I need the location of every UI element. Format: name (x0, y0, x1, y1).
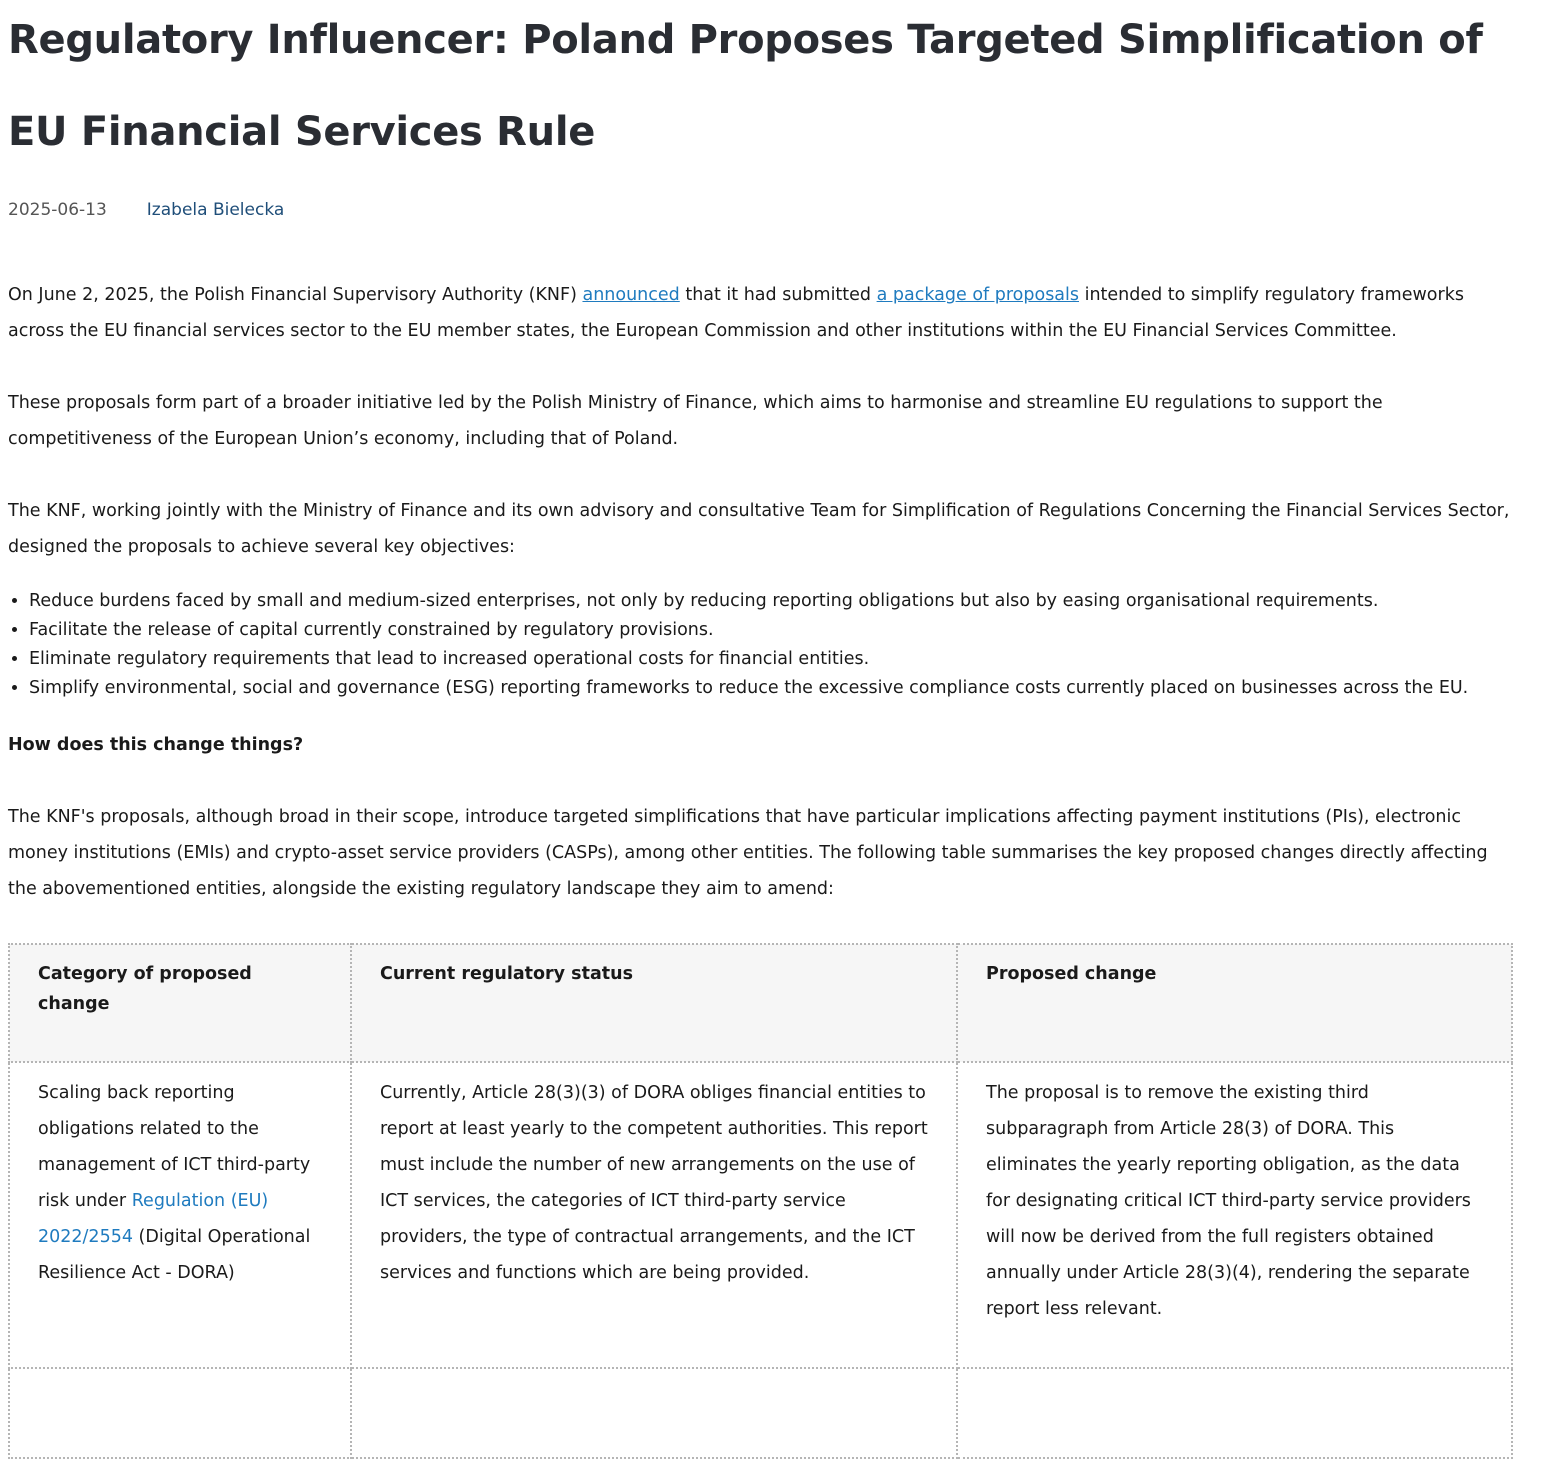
table-row (9, 1368, 1512, 1458)
header-category: Category of proposed change (9, 944, 351, 1062)
article-meta (8, 198, 1520, 222)
objectives-list (8, 587, 1520, 703)
article-title: Regulatory Influencer: Poland Proposes Targeted Simplification of EU Financial Services Rule (8, 17, 1483, 155)
intro-text-3: intended to simplify regulatory frameworks across the EU financial services sector to the EU member states, the European Commission and other institutions within the EU Financial Services Committee. (8, 285, 1464, 341)
category-text-1: Scaling back reporting obligations related to the management of ICT third-party risk under (38, 1083, 311, 1211)
cell-empty (957, 1368, 1512, 1458)
intro-paragraph (8, 277, 1520, 349)
package-of-proposals-link[interactable]: a package of proposals (876, 285, 1080, 305)
publish-date: 2025-06-13 (8, 200, 107, 220)
cell-empty (9, 1368, 351, 1458)
cell-empty (351, 1368, 957, 1458)
cell-category (9, 1062, 351, 1368)
table-intro-paragraph: The KNF's proposals, although broad in their scope, introduce targeted simplifications that have particular implications affecting payment institutions (PIs), electronic money institutions (EMIs) and crypto-asset service providers (CASPs), among other entities. The following table summarises the key proposed changes directly affecting the abovementioned entities, alongside the existing regulatory landscape they aim to amend: (8, 807, 1488, 899)
objectives-intro-paragraph: The KNF, working jointly with the Ministry of Finance and its own advisory and consultative Team for Simplification of Regulations Concerning the Financial Services Sector, designed the proposals to achieve several key objectives: (8, 501, 1510, 557)
list-item: • Simplify environmental, social and governance (ESG) reporting frameworks to reduce the excessive compliance costs currently placed on businesses across the EU. (29, 674, 1520, 703)
cell-proposed-change: The proposal is to remove the existing third subparagraph from Article 28(3) of DORA. This eliminates the yearly reporting obligation, as the data for designating critical ICT third-party service providers will now be derived from the full registers obtained annually under Article 28(3)(4), rendering the separate report less relevant. (957, 1062, 1512, 1368)
context-paragraph: These proposals form part of a broader initiative led by the Polish Ministry of Finance, which aims to harmonise and streamline EU regulations to support the competitiveness of the European Union’s economy, including that of Poland. (8, 393, 1383, 449)
list-item: • Facilitate the release of capital currently constrained by regulatory provisions. (29, 616, 1520, 645)
table-header-row (9, 944, 1512, 1062)
regulation-link[interactable]: Regulation (EU) 2022/2554 (38, 1191, 269, 1247)
list-item: • Reduce burdens faced by small and medium-sized enterprises, not only by reducing reporting obligations but also by easing organisational requirements. (29, 587, 1520, 616)
category-text-2: (Digital Operational Resilience Act - DORA) (38, 1227, 311, 1283)
table-row (9, 1062, 1512, 1368)
list-item: • Eliminate regulatory requirements that lead to increased operational costs for financial entities. (29, 645, 1520, 674)
announced-link[interactable]: announced (582, 285, 680, 305)
header-current-status: Current regulatory status (351, 944, 957, 1062)
author-link[interactable]: Izabela Bielecka (146, 200, 285, 220)
proposed-changes-table (8, 943, 1513, 1459)
intro-text-2: that it had submitted (679, 285, 877, 305)
intro-text-1: On June 2, 2025, the Polish Financial Supervisory Authority (KNF) (8, 285, 583, 305)
header-proposed-change: Proposed change (957, 944, 1512, 1062)
cell-current-status: Currently, Article 28(3)(3) of DORA obliges financial entities to report at least yearly to the competent authorities. This report must include the number of new arrangements on the use of ICT services, the categories of ICT third-party service providers, the type of contractual arrangements, and the ICT services and functions which are being provided. (351, 1062, 957, 1368)
article (8, 0, 1520, 1459)
section-heading: How does this change things? (8, 735, 304, 755)
